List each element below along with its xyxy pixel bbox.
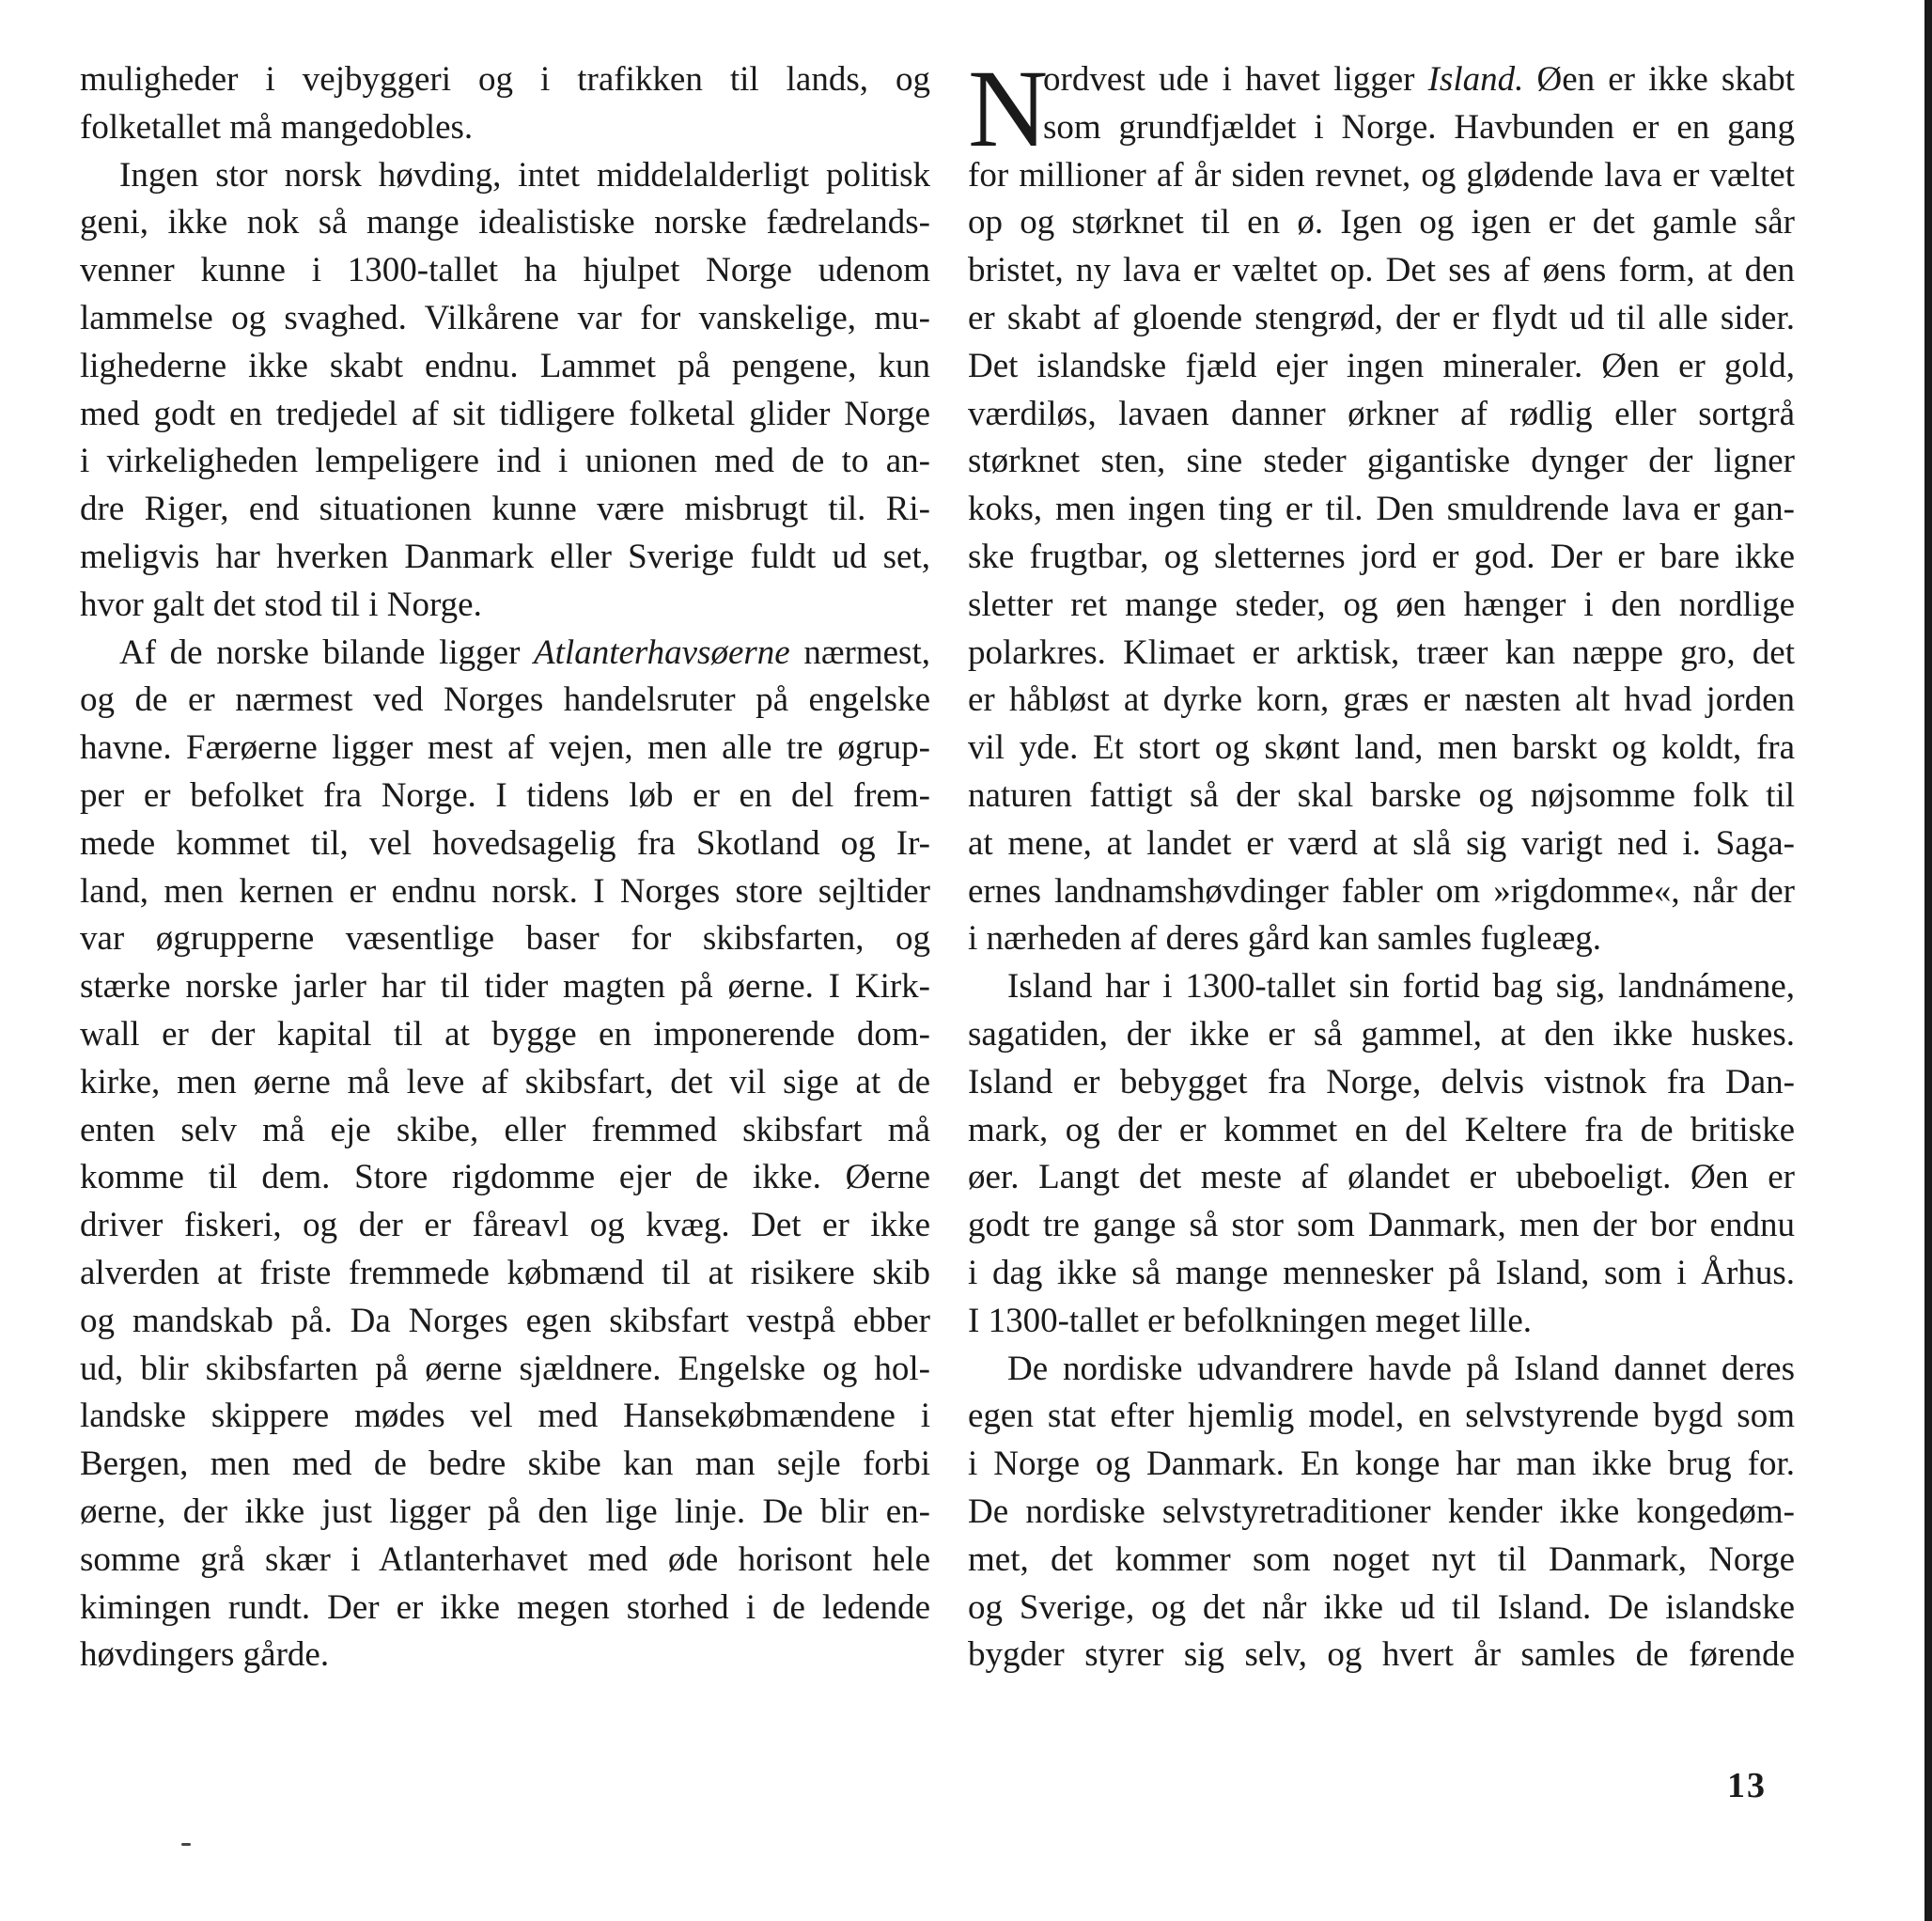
text-line: med godt en tredjedel af sit tidligere folketal glider Norge bbox=[80, 394, 930, 433]
text-line: som grundfjældet i Norge. Havbunden er en gang bbox=[1043, 107, 1795, 147]
text-segment: Øen er ikke skabt bbox=[1523, 60, 1795, 99]
text-line: kirke, men øerne må leve af skibsfart, det vil sige at de bbox=[80, 1062, 930, 1101]
text-line: hvor galt det stod til i Norge. bbox=[80, 585, 482, 624]
text-line: op og størknet til en ø. Igen og igen er det gamle sår bbox=[968, 203, 1795, 242]
print-speck bbox=[181, 1843, 191, 1846]
text-line: lighederne ikke skabt endnu. Lammet på pengene, kun bbox=[80, 346, 930, 385]
text-line: Det islandske fjæld ejer ingen mineraler. Øen er gold, bbox=[968, 346, 1795, 385]
text-line: ud, blir skibsfarten på øerne sjældnere. Engelske og hol- bbox=[80, 1349, 930, 1388]
text-line: i virkeligheden lempeligere ind i unionen med de to an- bbox=[80, 442, 930, 481]
text-line: bristet, ny lava er væltet op. Det ses af øens form, at den bbox=[968, 251, 1795, 290]
text-line: øer. Langt det meste af ølandet er ubeboeligt. Øen er bbox=[968, 1158, 1795, 1197]
drop-cap: N bbox=[968, 47, 1049, 170]
text-line: polarkres. Klimaet er arktisk, træer kan næppe gro, det bbox=[968, 633, 1795, 672]
text-line: naturen fattigt så der skal barske og nøjsomme folk til bbox=[968, 775, 1795, 815]
left-text-column bbox=[80, 56, 930, 1679]
text-line: komme til dem. Store rigdomme ejer de ikke. Øerne bbox=[80, 1158, 930, 1197]
text-line: og de er nærmest ved Norges handelsruter på engelske bbox=[80, 680, 930, 720]
text-line bbox=[80, 630, 930, 678]
text-segment: ordvest ude i havet ligger bbox=[1043, 60, 1428, 99]
text-line: mede kommet til, vel hovedsagelig fra Skotland og Ir- bbox=[80, 823, 930, 863]
text-line: folketallet må mangedobles. bbox=[80, 107, 474, 147]
text-line: somme grå skær i Atlanterhavet med øde horisont hele bbox=[80, 1539, 930, 1579]
text-line: havne. Færøerne ligger mest af vejen, men alle tre øgrup- bbox=[80, 728, 930, 768]
italic-term: Island. bbox=[1427, 60, 1524, 99]
text-line: land, men kernen er endnu norsk. I Norges store sejltider bbox=[80, 871, 930, 911]
text-line: i Norge og Danmark. En konge har man ikke brug for. bbox=[968, 1445, 1795, 1484]
text-line: alverden at friste fremmede købmænd til at risikere skib bbox=[80, 1253, 930, 1292]
italic-term: Atlanterhavsøerne bbox=[534, 633, 790, 672]
text-line: muligheder i vejbyggeri og i trafikken til lands, og bbox=[80, 60, 930, 99]
text-line: De nordiske udvandrere havde på Island dannet deres bbox=[1007, 1349, 1795, 1388]
text-line: kimingen rundt. Der er ikke megen storhed i de ledende bbox=[80, 1587, 930, 1627]
text-line: venner kunne i 1300-tallet ha hjulpet Norge udenom bbox=[80, 251, 930, 290]
text-line: I 1300-tallet er befolkningen meget lille. bbox=[968, 1301, 1533, 1340]
text-line: øerne, der ikke just ligger på den lige linje. De blir en- bbox=[80, 1492, 930, 1531]
page-number: 13 bbox=[1727, 1766, 1767, 1805]
text-line: wall er der kapital til at bygge en imponerende dom- bbox=[80, 1014, 930, 1054]
text-line bbox=[968, 56, 1795, 104]
text-line: ske frugtbar, og sletternes jord er god. Der er bare ikke bbox=[968, 537, 1795, 576]
text-line: sletter ret mange steder, og øen hænger i den nordlige bbox=[968, 585, 1795, 624]
text-line: landske skippere mødes vel med Hansekøbmændene i bbox=[80, 1397, 930, 1436]
text-segment: Af de norske bilande ligger bbox=[119, 633, 535, 672]
page-edge bbox=[1924, 0, 1932, 1921]
text-line: stærke norske jarler har til tider magten på øerne. I Kirk- bbox=[80, 967, 930, 1007]
text-line: koks, men ingen ting er til. Den smuldrende lava er gan- bbox=[968, 490, 1795, 529]
text-line: Island er bebygget fra Norge, delvis vistnok fra Dan- bbox=[968, 1062, 1795, 1101]
text-line: bygder styrer sig selv, og hvert år samles de førende bbox=[968, 1635, 1795, 1675]
text-line: er skabt af gloende stengrød, der er flydt ud til alle sider. bbox=[968, 298, 1795, 337]
text-line: Island har i 1300-tallet sin fortid bag sig, landnámene, bbox=[1007, 967, 1795, 1007]
text-line: geni, ikke nok så mange idealistiske norske fædrelands- bbox=[80, 203, 930, 242]
text-line: er håbløst at dyrke korn, græs er næsten alt hvad jorden bbox=[968, 680, 1795, 720]
text-line: at mene, at landet er værd at slå sig varigt ned i. Saga- bbox=[968, 823, 1795, 863]
text-line: enten selv må eje skibe, eller fremmed skibsfart må bbox=[80, 1110, 930, 1149]
text-line: og mandskab på. Da Norges egen skibsfart vestpå ebber bbox=[80, 1301, 930, 1340]
text-line: egen stat efter hjemlig model, en selvstyrende bygd som bbox=[968, 1397, 1795, 1436]
text-line: Bergen, men med de bedre skibe kan man sejle forbi bbox=[80, 1445, 930, 1484]
text-line: høvdingers gårde. bbox=[80, 1635, 330, 1675]
text-line: Ingen stor norsk høvding, intet middelalderligt politisk bbox=[119, 155, 930, 195]
text-line: dre Riger, end situationen kunne være misbrugt til. Ri- bbox=[80, 490, 930, 529]
text-line: meligvis har hverken Danmark eller Sverige fuldt ud set, bbox=[80, 537, 930, 576]
text-line: ernes landnamshøvdinger fabler om »rigdomme«, når der bbox=[968, 871, 1795, 911]
text-line: godt tre gange så stor som Danmark, men der bor endnu bbox=[968, 1206, 1795, 1245]
text-line: per er befolket fra Norge. I tidens løb er en del frem- bbox=[80, 775, 930, 815]
right-text-column bbox=[968, 47, 1795, 1679]
text-line: var øgrupperne væsentlige baser for skibsfarten, og bbox=[80, 919, 930, 959]
text-line: driver fiskeri, og der er fåreavl og kvæg. Det er ikke bbox=[80, 1206, 930, 1245]
text-line: i nærheden af deres gård kan samles fugleæg. bbox=[968, 919, 1602, 959]
text-line: i dag ikke så mange mennesker på Island, som i Århus. bbox=[968, 1253, 1795, 1292]
text-line: sagatiden, der ikke er så gammel, at den ikke huskes. bbox=[968, 1014, 1795, 1054]
text-line: og Sverige, og det når ikke ud til Island. De islandske bbox=[968, 1587, 1795, 1627]
text-line: størknet sten, sine steder gigantiske dynger der ligner bbox=[968, 442, 1795, 481]
text-line: De nordiske selvstyretraditioner kender ikke kongedøm- bbox=[968, 1492, 1795, 1531]
text-line: mark, og der er kommet en del Keltere fra de britiske bbox=[968, 1110, 1795, 1149]
text-line: værdiløs, lavaen danner ørkner af rødlig eller sortgrå bbox=[968, 394, 1795, 433]
text-line: lammelse og svaghed. Vilkårene var for vanskelige, mu- bbox=[80, 298, 930, 337]
text-line: vil yde. Et stort og skønt land, men barskt og koldt, fra bbox=[968, 728, 1795, 768]
text-line: for millioner af år siden revnet, og glødende lava er væltet bbox=[968, 155, 1795, 195]
text-segment: nærmest, bbox=[789, 633, 930, 672]
text-line: met, det kommer som noget nyt til Danmark, Norge bbox=[968, 1539, 1795, 1579]
